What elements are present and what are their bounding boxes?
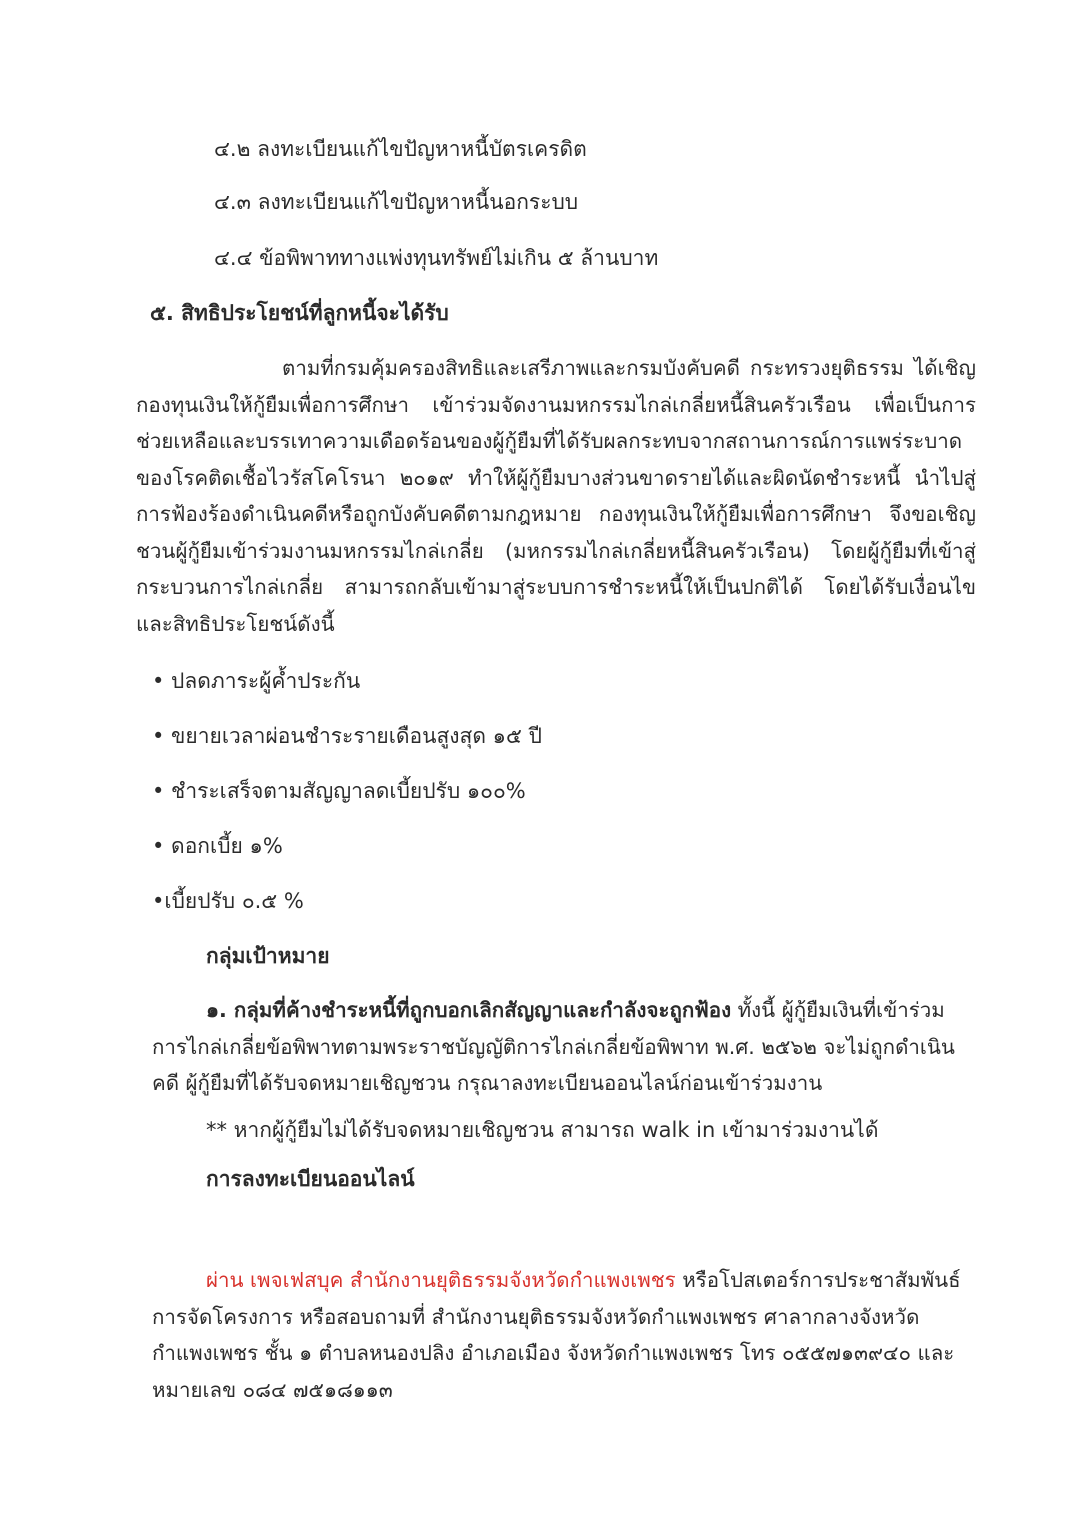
benefit-bullet: • ขยายเวลาผ่อนชำระรายเดือนสูงสุด ๑๕ ปี [152, 724, 542, 748]
item-4-2: ๔.๒ ลงทะเบียนแก้ไขปัญหาหนี้บัตรเครดิต [214, 137, 587, 161]
benefit-bullet: • ดอกเบี้ย ๑% [152, 834, 283, 858]
section-5-paragraph [136, 350, 976, 642]
item-4-4: ๔.๔ ข้อพิพาททางแพ่งทุนทรัพย์ไม่เกิน ๕ ล้านบาท [214, 246, 659, 270]
section-5-paragraph-text: ตามที่กรมคุ้มครองสิทธิและเสรีภาพและกรมบังคับคดี กระทรวงยุติธรรม ได้เชิญกองทุนเงินให้กู้ยืมเพื่อการศึกษา เข้าร่วมจัดงานมหกรรมไกล่เกลี่ยหนี้สินครัวเรือน เพื่อเป็นการช่วยเหลือและบรรเทาความเดือดร้อนของผู้กู้ยืมที่ได้รับผลกระทบจากสถานการณ์การแพร่ระบาดของโรคติดเชื้อไวรัสโคโรนา ๒๐๑๙ ทำให้ผู้กู้ยืมบางส่วนขาดรายได้และผิดนัดชำระหนี้ นำไปสู่การฟ้องร้องดำเนินคดีหรือถูกบังคับคดีตามกฎหมาย กองทุนเงินให้กู้ยืมเพื่อการศึกษา จึงขอเชิญชวนผู้กู้ยืมเข้าร่วมงานมหกรรมไกล่เกลี่ย (มหกรรมไกล่เกลี่ยหนี้สินครัวเรือน) โดยผู้กู้ยืมที่เข้าสู่กระบวนการไกล่เกลี่ย สามารถกลับเข้ามาสู่ระบบการชำระหนี้ให้เป็นปกติได้ โดยได้รับเงื่อนไขและสิทธิประโยชน์ดังนี้ [136, 356, 976, 636]
contact-paragraph [152, 1262, 968, 1408]
benefit-bullet: •เบี้ยปรับ ๐.๕ % [152, 889, 304, 913]
facebook-page-link-text: ผ่าน เพจเฟสบุค สำนักงานยุติธรรมจังหวัดกำแพงเพชร [206, 1268, 676, 1292]
target-group-item-text: ทั้งนี้ ผู้กู้ยืมเงินที่เข้าร่วมการไกล่เกลี่ยข้อพิพาทตามพระราชบัญญัติการไกล่เกลี่ยข้อพิพาท พ.ศ. ๒๕๖๒ จะไม่ถูกดำเนินคดี ผู้กู้ยืมที่ได้รับจดหมายเชิญชวน กรุณาลงทะเบียนออนไลน์ก่อนเข้าร่วมงาน [152, 998, 955, 1095]
benefit-bullet: • ปลดภาระผู้ค้ำประกัน [152, 669, 361, 693]
section-5-heading: ๕. สิทธิประโยชน์ที่ลูกหนี้จะได้รับ [150, 301, 449, 325]
online-register-heading: การลงทะเบียนออนไลน์ [206, 1167, 415, 1191]
contact-text: หรือโปสเตอร์การประชาสัมพันธ์การจัดโครงการ หรือสอบถามที่ สำนักงานยุติธรรมจังหวัดกำแพงเพชร ศาลากลางจังหวัดกำแพงเพชร ชั้น ๑ ตำบลหนองปลิง อำเภอเมือง จังหวัดกำแพงเพชร โทร ๐๕๕๗๑๓๙๔๐ และหมายเลข ๐๘๔ ๗๕๑๘๑๑๓ [152, 1268, 961, 1402]
target-group-item-bold: ๑. กลุ่มที่ค้างชำระหนี้ที่ถูกบอกเลิกสัญญาและกำลังจะถูกฟ้อง [206, 998, 732, 1022]
item-4-3: ๔.๓ ลงทะเบียนแก้ไขปัญหาหนี้นอกระบบ [214, 190, 579, 214]
target-group-heading: กลุ่มเป้าหมาย [206, 944, 330, 968]
benefit-bullet: • ชำระเสร็จตามสัญญาลดเบี้ยปรับ ๑๐๐% [152, 779, 526, 803]
walk-in-note: ** หากผู้กู้ยืมไม่ได้รับจดหมายเชิญชวน สามารถ walk in เข้ามาร่วมงานได้ [206, 1118, 879, 1142]
target-group-item [152, 992, 968, 1102]
